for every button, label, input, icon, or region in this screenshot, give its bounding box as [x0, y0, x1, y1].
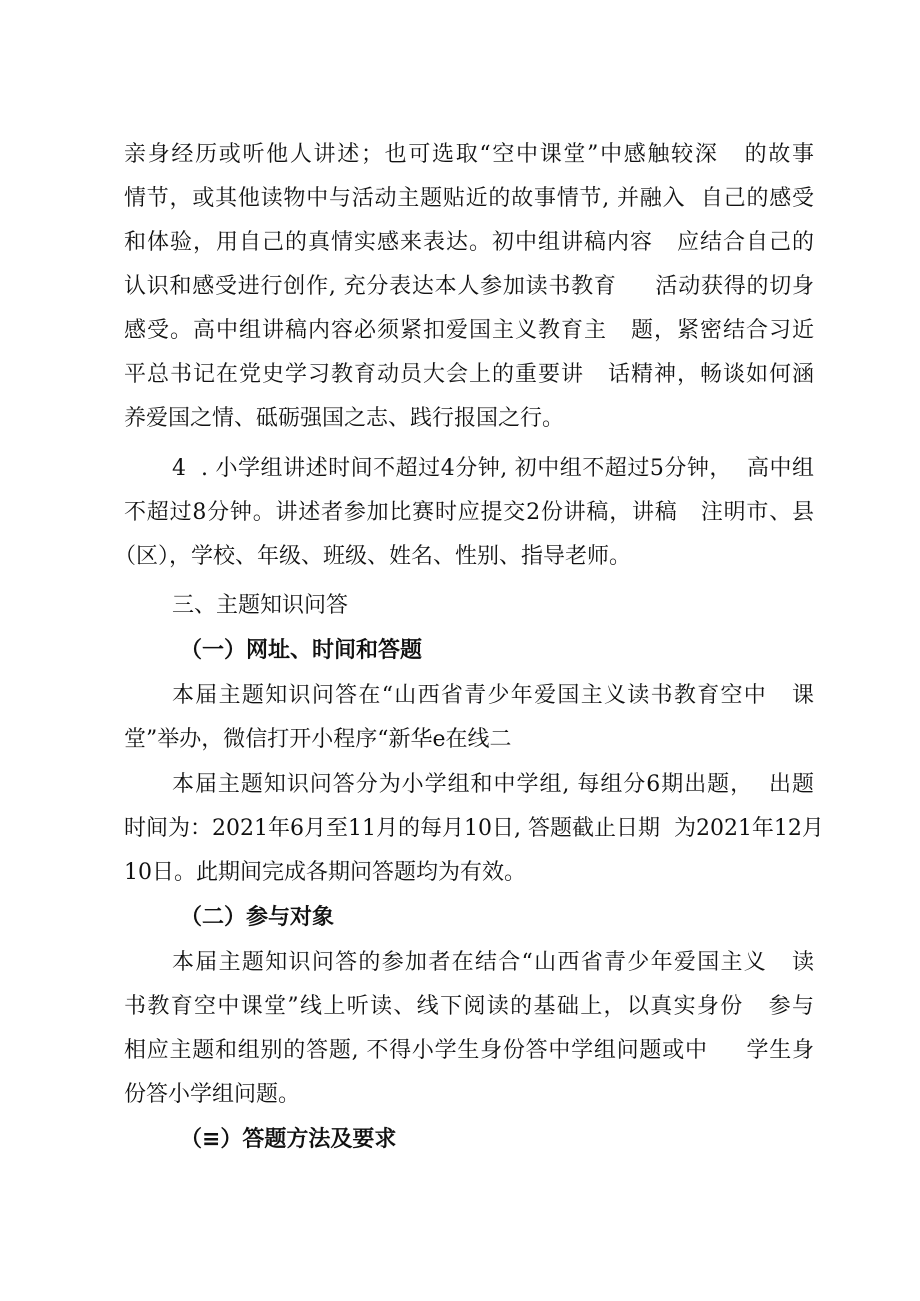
paragraph-line: 情节，或其他读物中与活动主题贴近的故事情节, 并融入 自己的感受	[124, 186, 814, 211]
subsection-heading: （一）网址、时间和答题	[180, 638, 423, 663]
paragraph-line: 本届主题知识问答的参加者在结合“山西省青少年爱国主义 读	[172, 950, 814, 975]
paragraph-line: 本届主题知识问答在“山西省青少年爱国主义读书教育空中 课	[172, 683, 814, 708]
paragraph-line: 时间为：2021年6月至11月的每月10日, 答题截止日期 为2021年12月	[124, 816, 824, 841]
paragraph-line: 平总书记在党史学习教育动员大会上的重要讲 话精神，畅谈如何涵	[124, 362, 814, 387]
subsection-heading: （≡）答题方法及要求	[180, 1127, 397, 1152]
paragraph-line: 不超过8分钟。讲述者参加比赛时应提交2份讲稿，讲稿 注明市、县	[124, 500, 814, 525]
paragraph-line: 相应主题和组别的答题, 不得小学生身份答中学组问题或中 学生身	[124, 1038, 814, 1063]
list-item-4: 4 . 小学组讲述时间不超过4分钟, 初中组不超过5分钟， 高中组	[172, 456, 814, 481]
subsection-heading: （二）参与对象	[180, 905, 335, 930]
paragraph-line: 书教育空中课堂”线上听读、线下阅读的基础上，以真实身份 参与	[124, 994, 814, 1019]
paragraph-line: 认识和感受进行创作, 充分表达本人参加读书教育 活动获得的切身	[124, 274, 814, 299]
paragraph-line: 感受。高中组讲稿内容必须紧扣爱国主义教育主 题，紧密结合习近	[124, 318, 814, 343]
paragraph-line: 份答小学组问题。	[124, 1082, 301, 1107]
section-heading: 三、主题知识问答	[172, 593, 349, 618]
paragraph-line: 养爱国之情、砥砺强国之志、践行报国之行。	[124, 406, 565, 431]
paragraph-line: 亲身经历或听他人讲述；也可选取“空中课堂”中感触较深 的故事	[124, 142, 814, 167]
paragraph-line: 本届主题知识问答分为小学组和中学组, 每组分6期出题， 出题	[172, 772, 814, 797]
paragraph-line: 10日。此期间完成各期问答题均为有效。	[124, 860, 526, 885]
paragraph-line: （区），学校、年级、班级、姓名、性别、指导老师。	[114, 544, 632, 569]
paragraph-line: 和体验，用自己的真情实感来表达。初中组讲稿内容 应结合自己的	[124, 230, 814, 255]
paragraph-line: 堂”举办，微信打开小程序“新华e在线二	[124, 727, 512, 752]
